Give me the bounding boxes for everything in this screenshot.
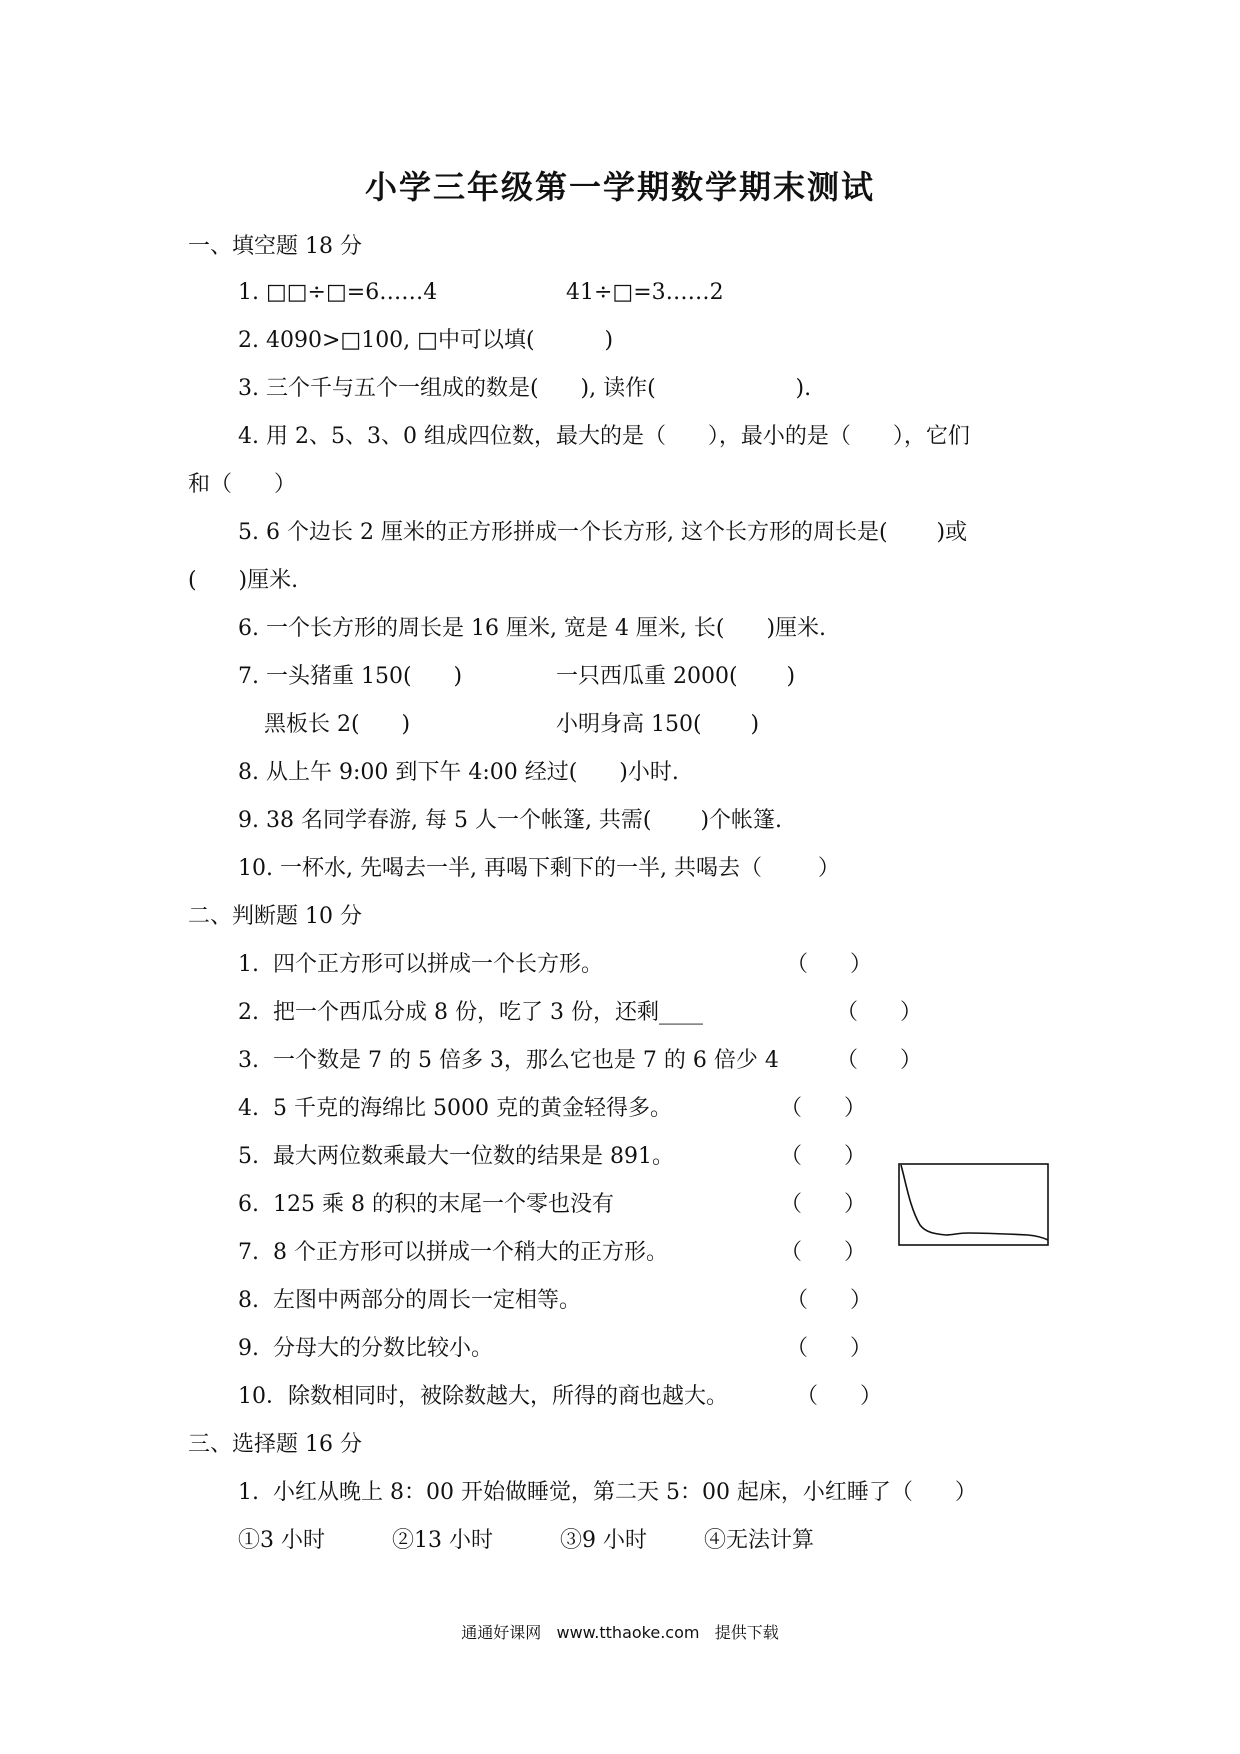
judge-q7: 7. 8 个正方形可以拼成一个稍大的正方形。 [238,1240,668,1265]
judge-q3: 3. 一个数是 7 的 5 倍多 3，那么它也是 7 的 6 倍少 4 [238,1048,779,1073]
judge-q1-paren: （ ） [786,952,872,977]
choice-q1: 1. 小红从晚上 8：00 开始做睡觉，第二天 5：00 起床，小红睡了（ ） [238,1480,977,1505]
fill-q7d: 小明身高 150( ) [556,712,760,737]
figure-dividing-curve [901,1165,1048,1240]
judge-q2: 2. 把一个西瓜分成 8 份，吃了 3 份，还剩____ [238,1000,703,1025]
judge-q5-paren: （ ） [780,1144,866,1169]
judge-q5: 5. 最大两位数乘最大一位数的结果是 891。 [238,1144,674,1169]
choice-q1-option-2: ②13 小时 [392,1528,493,1553]
section-choice-heading: 三、选择题 16 分 [188,1432,362,1457]
fill-q9: 9. 38 名同学春游, 每 5 人一个帐篷, 共需( )个帐篷. [238,808,783,833]
fill-q6: 6. 一个长方形的周长是 16 厘米, 宽是 4 厘米, 长( )厘米. [238,616,827,641]
section-fill-heading: 一、填空题 18 分 [188,234,362,259]
judge-q6-paren: （ ） [780,1192,866,1217]
judge-q8-paren: （ ） [786,1288,872,1313]
fill-q7c: 黑板长 2( ) [264,712,411,737]
judge-q2-paren: （ ） [836,1000,922,1025]
fill-q3: 3. 三个千与五个一组成的数是( ), 读作( ). [238,376,812,401]
judge-q10-paren: （ ） [796,1384,882,1409]
split-rectangle-figure [898,1163,1049,1246]
judge-q9: 9. 分母大的分数比较小。 [238,1336,493,1361]
fill-q1b: 41÷□=3……2 [566,280,724,305]
page-title: 小学三年级第一学期数学期末测试 [364,168,875,206]
section-judge-heading: 二、判断题 10 分 [188,904,362,929]
judge-q10: 10．除数相同时，被除数越大，所得的商也越大。 [238,1384,728,1409]
page-footer: 通通好课网 www.tthaoke.com 提供下载 [461,1623,779,1642]
fill-q7b: 一只西瓜重 2000( ) [556,664,796,689]
judge-q7-paren: （ ） [780,1240,866,1265]
fill-q1a: 1. □□÷□=6……4 [238,280,438,305]
fill-q5: 5. 6 个边长 2 厘米的正方形拼成一个长方形, 这个长方形的周长是( )或 [238,520,968,545]
judge-q6: 6. 125 乘 8 的积的末尾一个零也没有 [238,1192,614,1217]
choice-q1-option-3: ③9 小时 [560,1528,647,1553]
choice-q1-option-4: ④无法计算 [704,1528,815,1553]
fill-q4-cont: 和（ ） [188,472,296,497]
fill-q7a: 7. 一头猪重 150( ) [238,664,463,689]
judge-q4: 4. 5 千克的海绵比 5000 克的黄金轻得多。 [238,1096,672,1121]
judge-q4-paren: （ ） [780,1096,866,1121]
fill-q2: 2. 4090>□100, □中可以填( ) [238,328,614,353]
fill-q4: 4. 用 2、5、3、0 组成四位数，最大的是（ ），最小的是（ ），它们 [238,424,970,449]
choice-q1-option-1: ①3 小时 [238,1528,325,1553]
judge-q3-paren: （ ） [836,1048,922,1073]
fill-q8: 8. 从上午 9:00 到下午 4:00 经过( )小时. [238,760,679,785]
judge-q9-paren: （ ） [786,1336,872,1361]
fill-q10: 10. 一杯水, 先喝去一半, 再喝下剩下的一半, 共喝去（ ） [238,856,840,881]
fill-q5-cont: ( )厘米. [188,568,299,593]
judge-q1: 1. 四个正方形可以拼成一个长方形。 [238,952,603,977]
judge-q8: 8. 左图中两部分的周长一定相等。 [238,1288,581,1313]
